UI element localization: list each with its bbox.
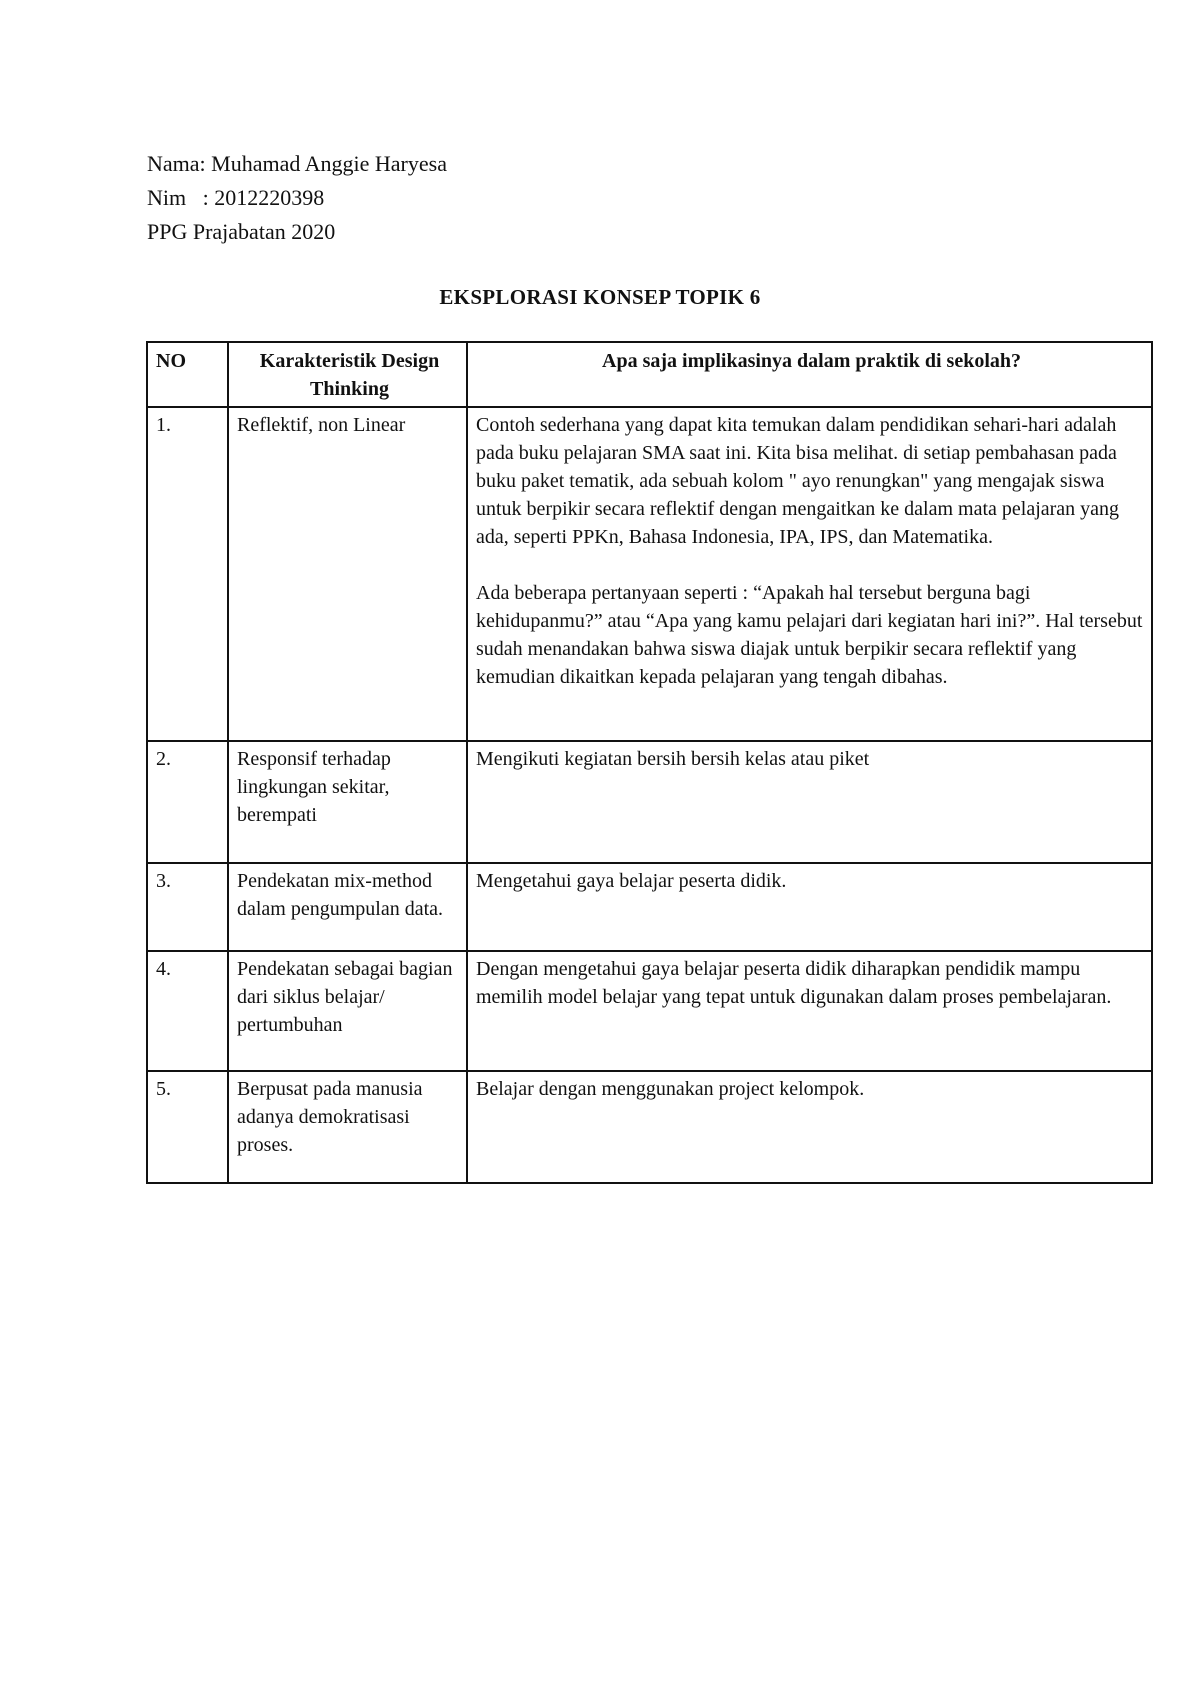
table-row	[147, 741, 1152, 863]
paragraph-gap	[476, 551, 1147, 579]
row-karakteristik: Reflektif, non Linear	[228, 407, 467, 741]
header-no: NO	[147, 342, 228, 407]
row-karakteristik: Responsif terhadap lingkungan sekitar, berempati	[228, 741, 467, 863]
document-title: EKSPLORASI KONSEP TOPIK 6	[439, 285, 761, 309]
row-implikasi: Belajar dengan menggunakan project kelompok.	[467, 1071, 1152, 1183]
header-implikasi: Apa saja implikasinya dalam praktik di sekolah?	[467, 342, 1152, 407]
row-karakteristik: Pendekatan sebagai bagian dari siklus belajar/ pertumbuhan	[228, 951, 467, 1071]
table-row	[147, 407, 1152, 741]
row-number: 5.	[147, 1071, 228, 1183]
implikasi-paragraph-1: Contoh sederhana yang dapat kita temukan dalam pendidikan sehari-hari adalah pada buku pelajaran SMA saat ini. Kita bisa melihat. di setiap pembahasan pada buku paket tematik, ada sebuah kolom " ayo renungkan" yang mengajak siswa untuk berpikir secara reflektif dengan mengaitkan ke dalam mata pelajaran yang ada, seperti PPKn, Bahasa Indonesia, IPA, IPS, dan Matematika.	[476, 414, 1120, 548]
student-info	[147, 147, 447, 249]
row-karakteristik: Pendekatan mix-method dalam pengumpulan data.	[228, 863, 467, 951]
row-karakteristik: Berpusat pada manusia adanya demokratisasi proses.	[228, 1071, 467, 1183]
table-header-row	[147, 342, 1152, 407]
program-name: PPG Prajabatan 2020	[147, 219, 336, 244]
table-row	[147, 1071, 1152, 1183]
row-implikasi	[467, 407, 1152, 741]
row-implikasi: Dengan mengetahui gaya belajar peserta didik diharapkan pendidik mampu memilih model belajar yang tepat untuk digunakan dalam proses pembelajaran.	[467, 951, 1152, 1071]
table-row	[147, 863, 1152, 951]
implikasi-paragraph-2: Ada beberapa pertanyaan seperti : “Apakah hal tersebut berguna bagi kehidupanmu?” atau “Apa yang kamu pelajari dari kegiatan hari ini?”. Hal tersebut sudah menandakan bahwa siswa diajak untuk berpikir secara reflektif yang kemudian dikaitkan kepada pelajaran yang tengah dibahas.	[476, 582, 1143, 688]
row-implikasi: Mengetahui gaya belajar peserta didik.	[467, 863, 1152, 951]
row-implikasi: Mengikuti kegiatan bersih bersih kelas atau piket	[467, 741, 1152, 863]
student-name: Nama: Muhamad Anggie Haryesa	[147, 151, 447, 176]
student-nim: Nim : 2012220398	[147, 185, 325, 210]
header-karakteristik: Karakteristik Design Thinking	[228, 342, 467, 407]
row-number: 3.	[147, 863, 228, 951]
row-number: 4.	[147, 951, 228, 1071]
row-number: 2.	[147, 741, 228, 863]
design-thinking-table	[146, 341, 1153, 1184]
table-row	[147, 951, 1152, 1071]
row-number: 1.	[147, 407, 228, 741]
